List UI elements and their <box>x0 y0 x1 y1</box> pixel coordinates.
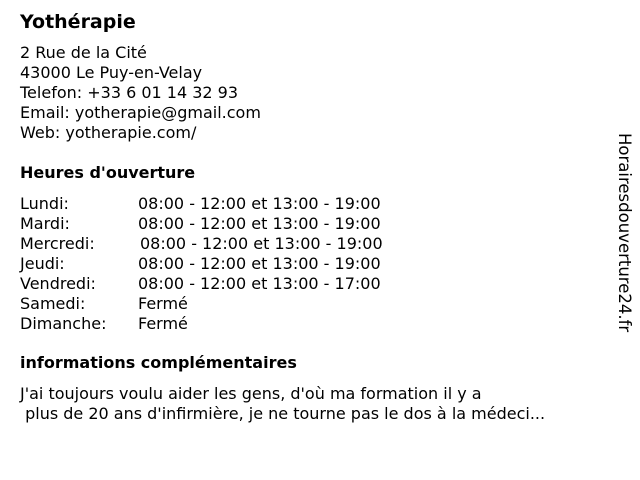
hours-time: 08:00 - 12:00 et 13:00 - 19:00 <box>138 194 381 213</box>
hours-day: Dimanche: <box>20 314 107 333</box>
web-line: Web: yotherapie.com/ <box>20 123 197 142</box>
hours-row-dimanche <box>20 314 460 334</box>
contact-block <box>20 43 261 143</box>
hours-row-mercredi <box>20 234 460 254</box>
hours-row-mardi <box>20 214 460 234</box>
address-line-2: 43000 Le Puy-en-Velay <box>20 63 203 82</box>
hours-time: Fermé <box>138 314 188 333</box>
email-line: Email: yotherapie@gmail.com <box>20 103 261 122</box>
hours-time: Fermé <box>138 294 188 313</box>
hours-row-vendredi <box>20 274 460 294</box>
hours-row-jeudi <box>20 254 460 274</box>
info-heading: informations complémentaires <box>20 353 297 372</box>
hours-day: Mercredi: <box>20 234 95 253</box>
hours-day: Jeudi: <box>20 254 65 273</box>
hours-row-lundi <box>20 194 460 214</box>
hours-time: 08:00 - 12:00 et 13:00 - 19:00 <box>140 234 383 253</box>
info-text <box>20 384 545 424</box>
hours-row-samedi <box>20 294 460 314</box>
hours-time: 08:00 - 12:00 et 13:00 - 17:00 <box>138 274 381 293</box>
address-line-1: 2 Rue de la Cité <box>20 43 147 62</box>
hours-heading: Heures d'ouverture <box>20 163 196 182</box>
info-text-line-1: J'ai toujours voulu aider les gens, d'où ma formation il y a <box>20 384 482 403</box>
hours-day: Mardi: <box>20 214 70 233</box>
hours-table <box>20 194 460 334</box>
hours-day: Samedi: <box>20 294 86 313</box>
business-name: Yothérapie <box>20 11 136 33</box>
hours-day: Vendredi: <box>20 274 96 293</box>
hours-time: 08:00 - 12:00 et 13:00 - 19:00 <box>138 214 381 233</box>
info-text-line-2: plus de 20 ans d'infirmière, je ne tourne pas le dos à la médeci... <box>20 404 546 423</box>
hours-day: Lundi: <box>20 194 69 213</box>
phone-line: Telefon: +33 6 01 14 32 93 <box>20 83 239 102</box>
hours-time: 08:00 - 12:00 et 13:00 - 19:00 <box>138 254 381 273</box>
site-watermark: Horairesdouverture24.fr <box>615 133 634 333</box>
